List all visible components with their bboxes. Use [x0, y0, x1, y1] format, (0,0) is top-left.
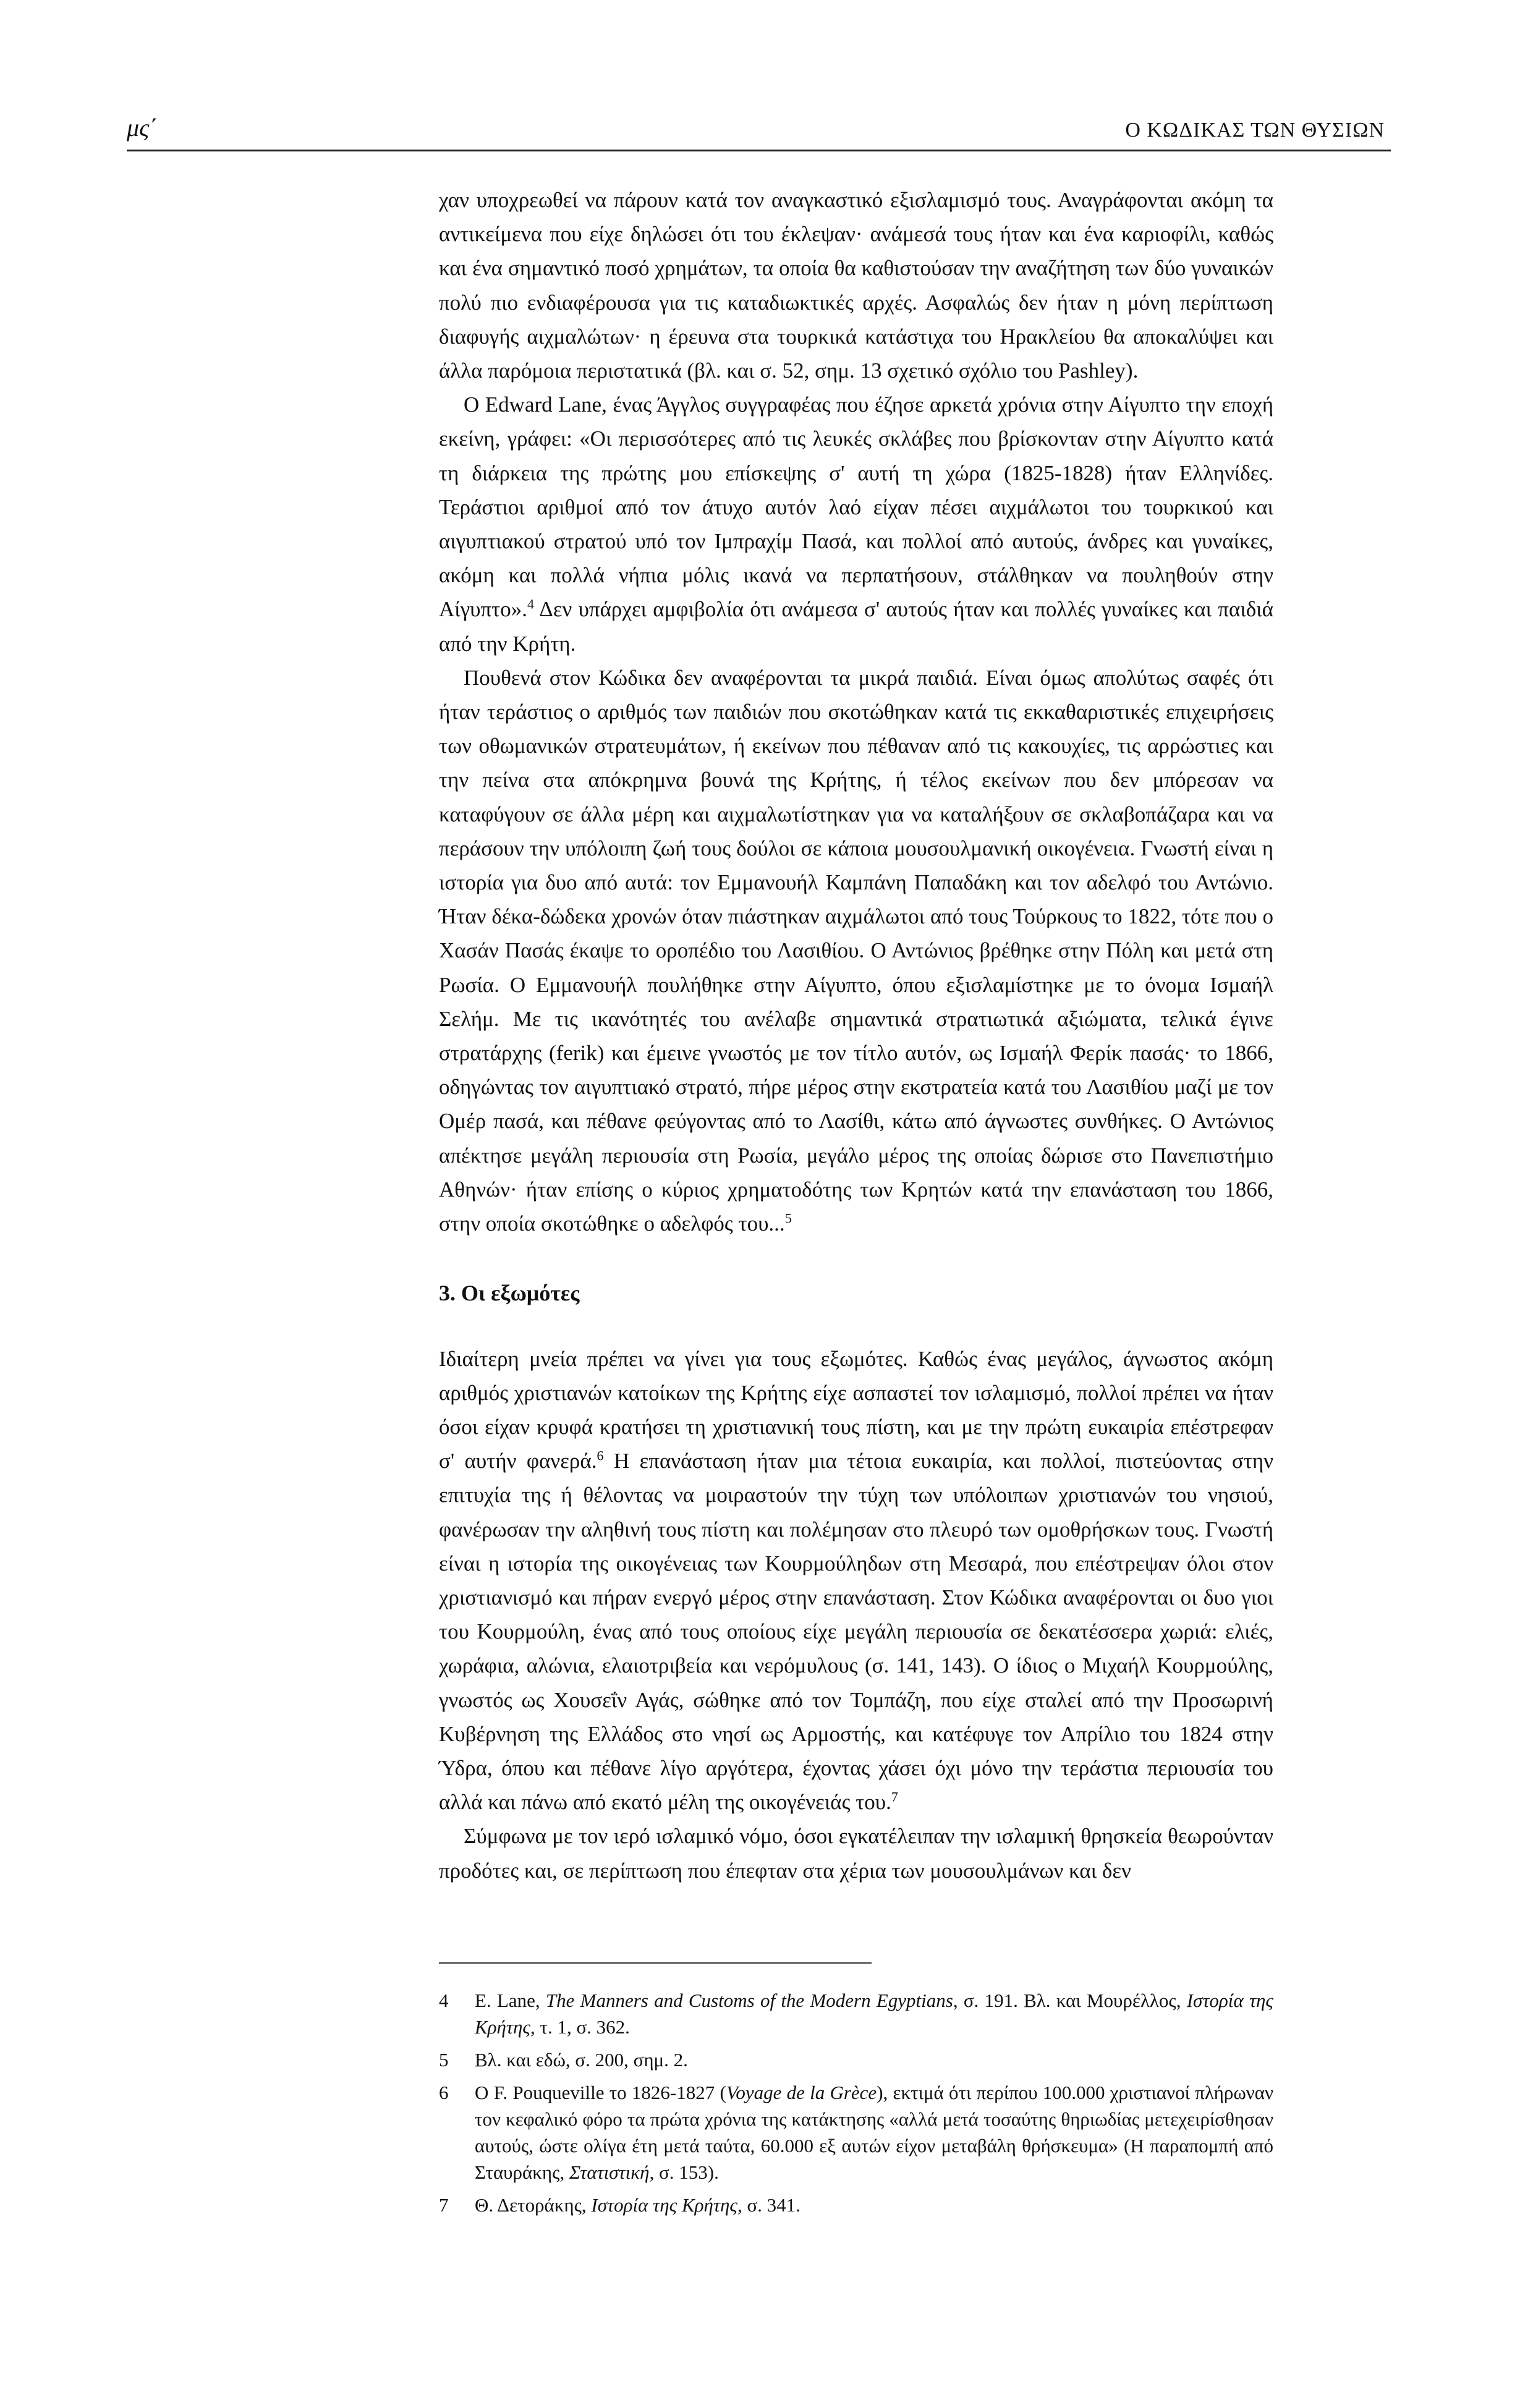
footnote-6: [439, 2079, 1273, 2185]
footnote-7: [439, 2192, 1273, 2218]
page-header: [127, 111, 1391, 151]
paragraph-1: χαν υποχρεωθεί να πάρουν κατά τον αναγκαστικό εξισλαμισμό τους. Αναγράφονται ακόμη τα αντικείμενα που είχε δηλώσει ότι του έκλεψαν· ανάμεσά τους ήταν και ένα καριοφίλι, καθώς και ένα σημαντικό ποσό χρημάτων, τα οποία θα καθιστούσαν την αναζήτηση των δύο γυναικών πολύ πιο ενδιαφέρουσα για τις καταδιωκτικές αρχές. Ασφαλώς δεν ήταν η μόνη περίπτωση διαφυγής αιχμαλώτων· η έρευνα στα τουρκικά κατάστιχα του Ηρακλείου θα αποκαλύψει και άλλα παρόμοια περιστατικά (βλ. και σ. 52, σημ. 13 σχετικό σχόλιο του Pashley).: [439, 188, 1273, 383]
running-title: Ο ΚΩΔΙΚΑΣ ΤΩΝ ΘΥΣΙΩΝ: [1125, 119, 1385, 142]
footnote-text: Βλ. και εδώ, σ. 200, σημ. 2.: [475, 2049, 688, 2071]
footnote-divider: [439, 1962, 872, 1964]
footnote-text: Ο F. Pouqueville το 1826-1827 (Voyage de la Grèce), εκτιμά ότι περίπου 100.000 χριστιανοί πλήρωναν τον κεφαλικό φόρο τα πρώτα χρόνια της κατάκτησης «αλλά μετά τοσαύτης θηριωδίας μετεχειρίσθησαν αυτούς, ώστε ολίγα έτη μετά ταύτα, 60.000 εξ αυτών είχον μεταβάλη θρήσκευμα» (Η παραπομπή από Σταυράκης, Στατιστική, σ. 153).: [475, 2082, 1273, 2183]
footnote-4: [439, 1987, 1273, 2040]
footnote-number: 4: [439, 1990, 449, 2011]
footnote-number: 7: [439, 2194, 449, 2216]
footnotes: [439, 1987, 1273, 2224]
footnote-text: Θ. Δετοράκης, Ιστορία της Κρήτης, σ. 341.: [475, 2194, 800, 2216]
paragraph-3: Πουθενά στον Κώδικα δεν αναφέρονται τα μικρά παιδιά. Είναι όμως απολύτως σαφές ότι ήταν τεράστιος ο αριθμός των παιδιών που σκοτώθηκαν κατά τις εκκαθαριστικές επιχειρήσεις των οθωμανικών στρατευμάτων, ή εκείνων που πέθαναν από τις κακουχίες, τις αρρώστιες και την πείνα στα απόκρημνα βουνά της Κρήτης, ή τέλος εκείνων που δεν μπόρεσαν να καταφύγουν σε άλλα μέρη και αιχμαλωτίστηκαν για να καταλήξουν σε σκλαβοπάζαρα και να περάσουν την υπόλοιπη ζωή τους δούλοι σε κάποια μουσουλμανική οικογένεια. Γνωστή είναι η ιστορία για δυο από αυτά: τον Εμμανουήλ Καμπάνη Παπαδάκη και τον αδελφό του Αντώνιο. Ήταν δέκα-δώδεκα χρονών όταν πιάστηκαν αιχμάλωτοι από τους Τούρκους το 1822, τότε που ο Χασάν Πασάς έκαψε το οροπέδιο του Λασιθίου. Ο Αντώνιος βρέθηκε στην Πόλη και μετά στη Ρωσία. Ο Εμμανουήλ πουλήθηκε στην Αίγυπτο, όπου εξισλαμίστηκε με το όνομα Ισμαήλ Σελήμ. Με τις ικανότητές του ανέλαβε σημαντικά στρατιωτικά αξιώματα, τελικά έγινε στρατάρχης (ferik) και έμεινε γνωστός με τον τίτλο αυτόν, ως Ισμαήλ Φερίκ πασάς· το 1866, οδηγώντας τον αιγυπτιακό στρατό, πήρε μέρος στην εκστρατεία κατά του Λασιθίου μαζί με τον Ομέρ πασά, και πέθανε φεύγοντας από το Λασίθι, κάτω από άγνωστες συνθήκες. Ο Αντώνιος απέκτησε μεγάλη περιουσία στη Ρωσία, μεγάλο μέρος της οποίας δώρισε στο Πανεπιστήμιο Αθηνών· ήταν επίσης ο κύριος χρηματοδότης των Κρητών κατά την επανάσταση του 1866, στην οποία σκοτώθηκε ο αδελφός του...$^5$: [439, 665, 1273, 1236]
section-heading: 3. Οι εξωμότες: [439, 1281, 580, 1306]
main-text: [439, 183, 1273, 1888]
footnote-ref-7[interactable]: 7: [891, 1789, 898, 1805]
footnote-number: 5: [439, 2049, 449, 2071]
footnote-ref-6[interactable]: 6: [597, 1448, 604, 1464]
section-paragraph-1: Ιδιαίτερη μνεία πρέπει να γίνει για τους εξωμότες. Καθώς ένας μεγάλος, άγνωστος ακόμη αριθμός χριστιανών κατοίκων της Κρήτης είχε ασπαστεί τον ισλαμισμό, πολλοί πρέπει να ήταν όσοι είχαν κρυφά κρατήσει τη χριστιανική τους πίστη, και με την πρώτη ευκαιρία επέστρεφαν σ' αυτήν φανερά.$^6$ Η επανάσταση ήταν μια τέτοια ευκαιρία, και πολλοί, πιστεύοντας στην επιτυχία της ή θέλοντας να μοιραστούν την τύχη των υπόλοιπων χριστιανών του νησιού, φανέρωσαν την αληθινή τους πίστη και πολέμησαν στο πλευρό των ομοθρήσκων τους. Γνωστή είναι η ιστορία της οικογένειας των Κουρμούληδων στη Μεσαρά, που επέστρεψαν όλοι στον χριστιανισμό και πήραν ενεργό μέρος στην επανάσταση. Στον Κώδικα αναφέρονται οι δυο γιοι του Κουρμούλη, ένας από τους οποίους είχε μεγάλη περιουσία σε δεκατέσσερα χωριά: ελιές, χωράφια, αλώνια, ελαιοτριβεία και νερόμυλους (σ. 141, 143). Ο ίδιος ο Μιχαήλ Κουρμούλης, γνωστός ως Χουσεΐν Αγάς, σώθηκε από τον Τομπάζη, που είχε σταλεί από την Προσωρινή Κυβέρνηση της Ελλάδος στο νησί ως Αρμοστής, και κατέφυγε τον Απρίλιο του 1824 στην Ύδρα, όπου και πέθανε λίγο αργότερα, έχοντας χάσει όχι μόνο την τεράστια περιουσία του αλλά και πάνω από εκατό μέλη της οικογένειάς του.$^7$: [439, 1346, 1273, 1815]
footnote-ref-4[interactable]: 4: [527, 596, 534, 612]
footnote-number: 6: [439, 2082, 449, 2103]
footnote-5: [439, 2046, 1273, 2073]
footnote-text: E. Lane, The Manners and Customs of the Modern Egyptians, σ. 191. Βλ. και Μουρέλλος, Ιστορία της Κρήτης, τ. 1, σ. 362.: [475, 1990, 1273, 2038]
footnote-ref-5[interactable]: 5: [784, 1210, 792, 1226]
paragraph-2: Ο Edward Lane, ένας Άγγλος συγγραφέας που έζησε αρκετά χρόνια στην Αίγυπτο την εποχή εκείνη, γράφει: «Οι περισσότερες από τις λευκές σκλάβες που βρίσκονταν στην Αίγυπτο κατά τη διάρκεια της πρώτης μου επίσκεψης σ' αυτή τη χώρα (1825-1828) ήταν Ελληνίδες. Τεράστιοι αριθμοί από τον άτυχο αυτόν λαό είχαν πέσει αιχμάλωτοι του τουρκικού και αιγυπτιακού στρατού υπό τον Ιμπραχίμ Πασά, και πολλοί από αυτούς, άνδρες και γυναίκες, ακόμη και πολλά νήπια μόλις ικανά να περπατήσουν, στάλθηκαν να πουληθούν στην Αίγυπτο».$^4$ Δεν υπάρχει αμφιβολία ότι ανάμεσα σ' αυτούς ήταν και πολλές γυναίκες και παιδιά από την Κρήτη.: [439, 392, 1273, 656]
section-paragraph-2: Σύμφωνα με τον ιερό ισλαμικό νόμο, όσοι εγκατέλειπαν την ισλαμική θρησκεία θεωρούνταν προδότες και, σε περίπτωση που έπεφταν στα χέρια των μουσουλμάνων και δεν: [439, 1824, 1273, 1883]
page-number: μς΄: [127, 114, 158, 142]
